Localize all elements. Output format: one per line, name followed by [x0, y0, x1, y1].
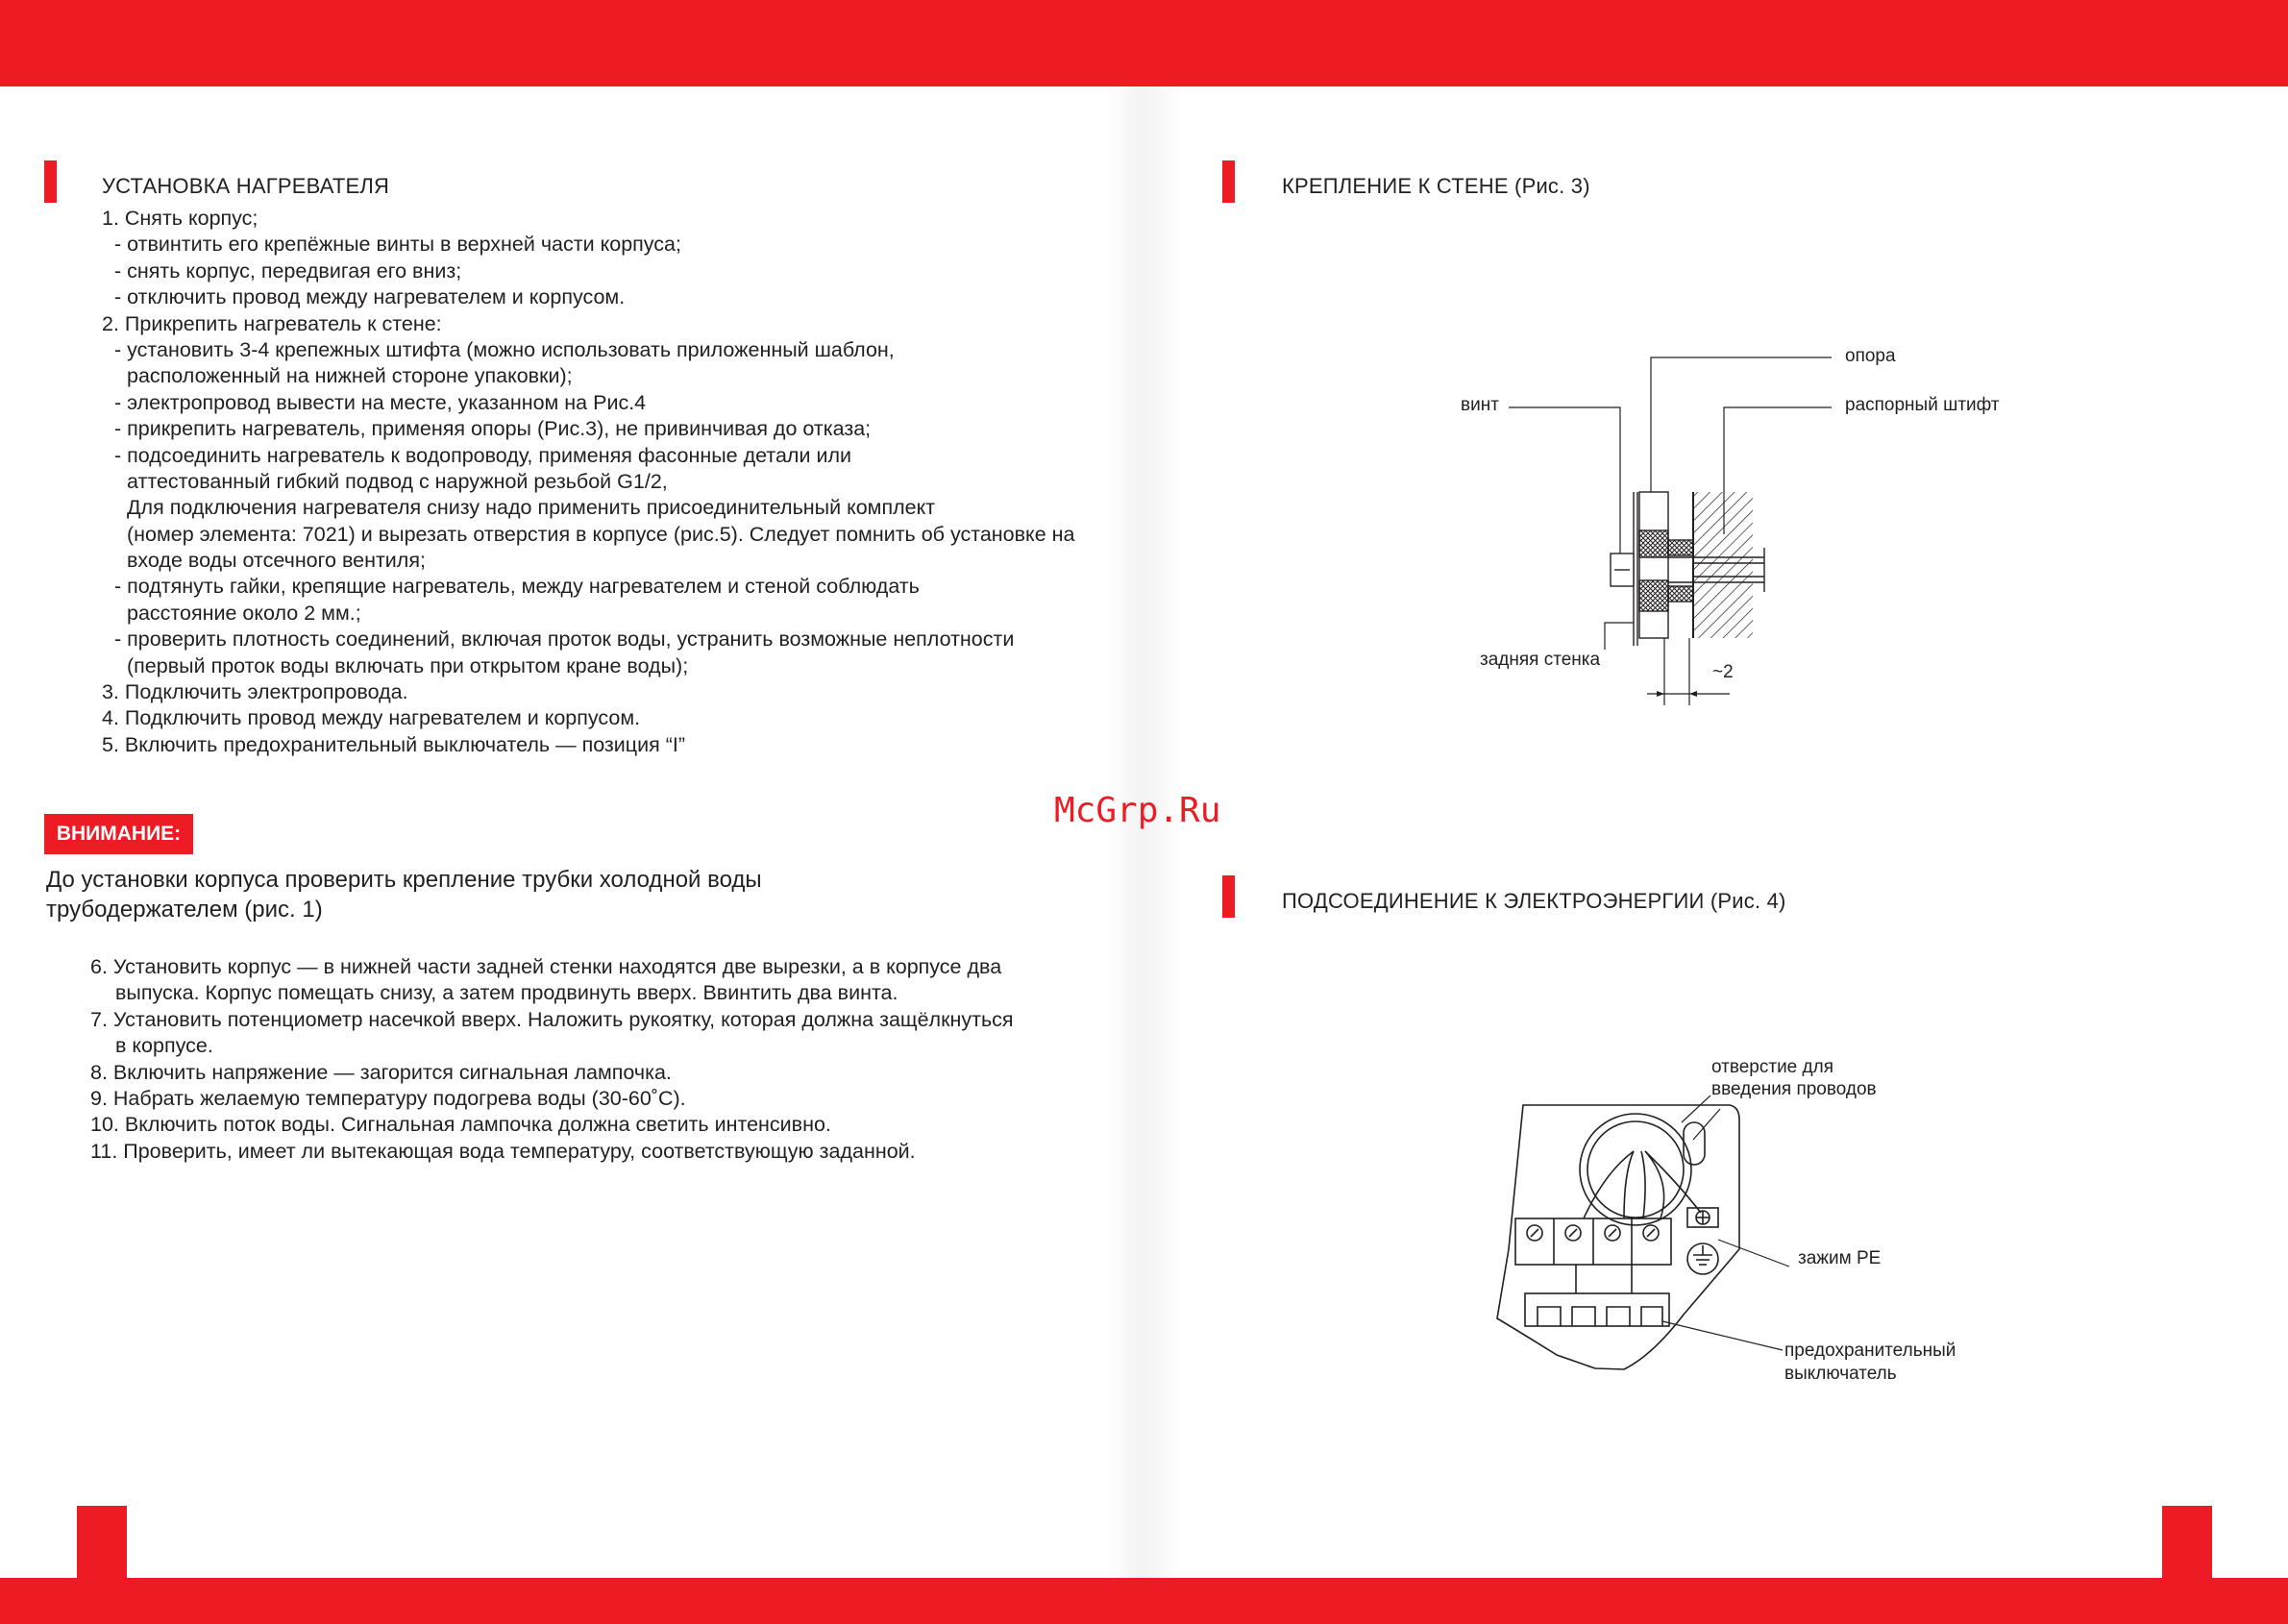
top-red-bar — [0, 0, 2288, 86]
left-page-tab — [77, 1506, 127, 1583]
section-marker — [44, 160, 57, 203]
hole-label-line2: введения проводов — [1711, 1079, 1877, 1099]
step-line: - подтянуть гайки, крепящие нагреватель, между нагревателем и стеной соблюдать — [114, 575, 920, 599]
step-line: - отключить провод между нагревателем и корпусом. — [114, 285, 626, 309]
dowel-label: распорный штифт — [1845, 395, 2000, 415]
step-line: 8. Включить напряжение — загорится сигнальная лампочка. — [90, 1060, 672, 1084]
breaker-label-line2: выключатель — [1784, 1364, 1897, 1384]
attention-note — [46, 865, 762, 924]
installation-steps — [102, 206, 1074, 758]
step-line: - прикрепить нагреватель, применяя опоры (Рис.3), не привинчивая до отказа; — [114, 417, 872, 441]
step-line: 1. Снять корпус; — [102, 207, 258, 230]
step-line: (первый проток воды включать при открытом кране воды); — [127, 653, 689, 677]
screw-label: винт — [1461, 395, 1499, 415]
page-spine — [1105, 86, 1182, 1578]
electric-heading: ПОДСОЕДИНЕНИЕ К ЭЛЕКТРОЭНЕРГИИ (Рис. 4) — [1282, 889, 1786, 913]
breaker-label-line1: предохранительный — [1784, 1341, 1956, 1361]
step-line: - электропровод вывести на месте, указанном на Рис.4 — [114, 390, 647, 414]
step-line: - проверить плотность соединений, включая проток воды, устранить возможные неплотности — [114, 627, 1015, 652]
step-line: (номер элемента: 7021) и вырезать отверстия в корпусе (рис.5). Следует помнить об установке на — [127, 522, 1075, 546]
installation-heading: УСТАНОВКА НАГРЕВАТЕЛЯ — [102, 174, 390, 198]
note-line: трубодержателем (рис. 1) — [46, 897, 323, 923]
gap-label: ~2 — [1712, 662, 1734, 682]
step-line: - снять корпус, передвигая его вниз; — [114, 258, 462, 283]
step-line: 4. Подключить провод между нагревателем и корпусом. — [102, 706, 641, 730]
pe-clamp-label: зажим РЕ — [1798, 1248, 1882, 1268]
step-line: 7. Установить потенциометр насечкой вверх. Наложить рукоятку, которая должна защёлкнуться — [90, 1007, 1014, 1031]
wall-mount-heading: КРЕПЛЕНИЕ К СТЕНЕ (Рис. 3) — [1282, 174, 1590, 198]
step-line: расположенный на нижней стороне упаковки); — [127, 364, 573, 388]
bottom-red-bar — [0, 1578, 2288, 1624]
wall-hatch — [1693, 492, 1753, 638]
step-line: - установить 3-4 крепежных штифта (можно использовать приложенный шаблон, — [114, 337, 895, 361]
step-line: расстояние около 2 мм.; — [127, 601, 361, 625]
step-line: 11. Проверить, имеет ли вытекающая вода температуру, соответствующую заданной. — [90, 1139, 916, 1163]
support-label: опора — [1845, 346, 1896, 366]
step-line: 10. Включить поток воды. Сигнальная лампочка должна светить интенсивно. — [90, 1113, 831, 1137]
back-wall-label: задняя стенка — [1480, 650, 1601, 670]
watermark: McGrp.Ru — [1054, 791, 1221, 830]
step-line: в корпусе. — [115, 1034, 213, 1058]
section-marker — [1222, 160, 1235, 203]
note-line: До установки корпуса проверить крепление трубки холодной воды — [46, 867, 762, 893]
final-steps — [90, 954, 1014, 1165]
step-line: входе воды отсечного вентиля; — [127, 549, 426, 573]
step-line: 6. Установить корпус — в нижней части задней стенки находятся две вырезки, а в корпусе два — [90, 955, 1002, 978]
step-line: 3. Подключить электропровода. — [102, 680, 408, 704]
step-line: выпуска. Корпус помещать снизу, а затем продвинуть вверх. Ввинтить два винта. — [115, 981, 898, 1005]
step-line: 2. Прикрепить нагреватель к стене: — [102, 311, 442, 335]
attention-badge: ВНИМАНИЕ: — [44, 814, 193, 854]
step-line: Для подключения нагревателя снизу надо применить присоединительный комплект — [127, 496, 936, 520]
step-line: - подсоединить нагреватель к водопроводу, применяя фасонные детали или — [114, 443, 852, 467]
right-page-tab — [2162, 1506, 2212, 1583]
step-line: 9. Набрать желаемую температуру подогрева воды (30-60˚С). — [90, 1086, 686, 1110]
step-line: аттестованный гибкий подвод с наружной резьбой G1/2, — [127, 469, 668, 493]
hole-label-line1: отверстие для — [1711, 1057, 1833, 1077]
step-line: 5. Включить предохранительный выключатель — позиция “I” — [102, 732, 686, 756]
step-line: - отвинтить его крепёжные винты в верхней части корпуса; — [114, 233, 681, 257]
section-marker — [1222, 875, 1235, 918]
